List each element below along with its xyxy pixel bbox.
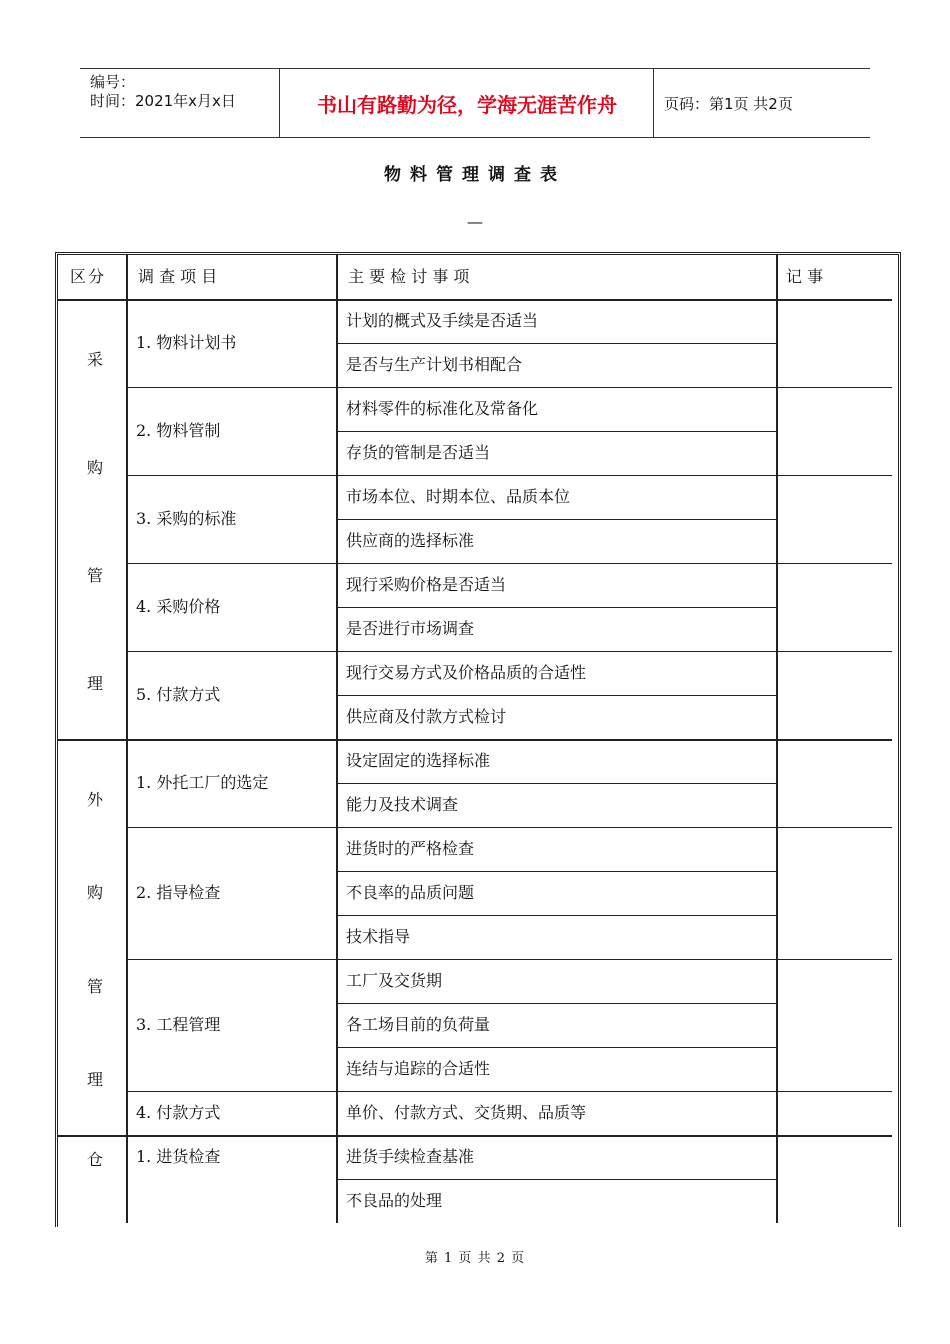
header-divider bbox=[58, 299, 892, 301]
row-divider bbox=[336, 695, 776, 696]
check-item: 是否进行市场调查 bbox=[346, 619, 475, 638]
survey-table bbox=[55, 252, 901, 1227]
survey-item-label: 5. 付款方式 bbox=[136, 685, 221, 704]
row-divider bbox=[336, 915, 776, 916]
number-label: 编号： bbox=[90, 73, 136, 91]
zone-char: 购 bbox=[86, 883, 103, 903]
survey-item-label: 1. 进货检查 bbox=[136, 1147, 221, 1166]
title-dash: — bbox=[467, 212, 483, 231]
section-divider bbox=[58, 1135, 892, 1137]
column-header: 主 要 检 讨 事 项 bbox=[348, 267, 470, 286]
survey-item-label: 1. 物料计划书 bbox=[136, 333, 237, 352]
row-divider bbox=[336, 1003, 776, 1004]
page-label: 页码：第1页 共2页 bbox=[664, 94, 793, 113]
row-divider bbox=[336, 1179, 776, 1180]
header-left bbox=[80, 69, 280, 137]
survey-item-label: 3. 采购的标准 bbox=[136, 509, 237, 528]
row-divider bbox=[336, 871, 776, 872]
page-title: 物料管理调查表 bbox=[384, 165, 566, 185]
row-divider bbox=[336, 343, 776, 344]
check-item: 工厂及交货期 bbox=[346, 971, 443, 990]
zone-char: 购 bbox=[86, 458, 103, 477]
zone-char: 采 bbox=[86, 350, 103, 369]
check-item: 材料零件的标准化及常备化 bbox=[346, 399, 539, 418]
zone-char: 仓 bbox=[86, 1150, 103, 1169]
column-divider bbox=[336, 255, 338, 1223]
check-item: 供应商及付款方式检讨 bbox=[346, 707, 507, 726]
row-divider bbox=[336, 783, 776, 784]
survey-item-label: 2. 物料管制 bbox=[136, 421, 221, 440]
check-item: 能力及技术调查 bbox=[346, 795, 459, 814]
column-header: 调 查 项 目 bbox=[138, 267, 218, 286]
column-header: 区分 bbox=[70, 267, 107, 286]
survey-item-label: 4. 采购价格 bbox=[136, 597, 221, 616]
page-footer: 第 1 页 共 2 页 bbox=[424, 1251, 526, 1266]
header-band bbox=[80, 68, 870, 138]
check-item: 存货的管制是否适当 bbox=[346, 443, 491, 462]
check-item: 市场本位、时期本位、品质本位 bbox=[346, 487, 571, 506]
zone-char: 管 bbox=[86, 976, 103, 996]
check-item: 现行交易方式及价格品质的合适性 bbox=[346, 663, 587, 682]
check-item: 供应商的选择标准 bbox=[346, 531, 475, 550]
check-item: 进货时的严格检查 bbox=[346, 839, 475, 858]
check-item: 是否与生产计划书相配合 bbox=[346, 355, 523, 374]
zone-char: 理 bbox=[86, 1070, 103, 1089]
row-divider bbox=[336, 1047, 776, 1048]
check-item: 设定固定的选择标准 bbox=[346, 751, 491, 770]
column-divider bbox=[126, 255, 128, 1223]
check-item: 不良品的处理 bbox=[346, 1191, 443, 1210]
check-item: 技术指导 bbox=[346, 927, 411, 946]
survey-item-label: 3. 工程管理 bbox=[136, 1015, 221, 1034]
column-header: 记 事 bbox=[786, 267, 824, 286]
column-divider bbox=[776, 255, 778, 1223]
motto: 书山有路勤为径，学海无涯苦作舟 bbox=[281, 69, 654, 137]
check-item: 不良率的品质问题 bbox=[346, 883, 475, 902]
zone-char: 理 bbox=[86, 674, 103, 693]
check-item: 计划的概式及手续是否适当 bbox=[346, 311, 539, 330]
survey-item-label: 2. 指导检查 bbox=[136, 883, 221, 902]
zone-char: 外 bbox=[86, 790, 103, 809]
check-item: 连结与追踪的合适性 bbox=[346, 1059, 491, 1078]
check-item: 现行采购价格是否适当 bbox=[346, 575, 507, 594]
zone-char: 管 bbox=[86, 566, 103, 585]
row-divider bbox=[336, 431, 776, 432]
check-item: 进货手续检查基准 bbox=[346, 1147, 475, 1166]
row-divider bbox=[336, 519, 776, 520]
survey-item-label: 1. 外托工厂的选定 bbox=[136, 773, 269, 792]
section-divider bbox=[58, 739, 892, 741]
check-item: 各工场目前的负荷量 bbox=[346, 1015, 491, 1034]
survey-item-label: 4. 付款方式 bbox=[136, 1103, 221, 1122]
time-label: 时间：2021年x月x日 bbox=[90, 92, 236, 110]
check-item: 单价、付款方式、交货期、品质等 bbox=[346, 1103, 587, 1122]
row-divider bbox=[336, 607, 776, 608]
